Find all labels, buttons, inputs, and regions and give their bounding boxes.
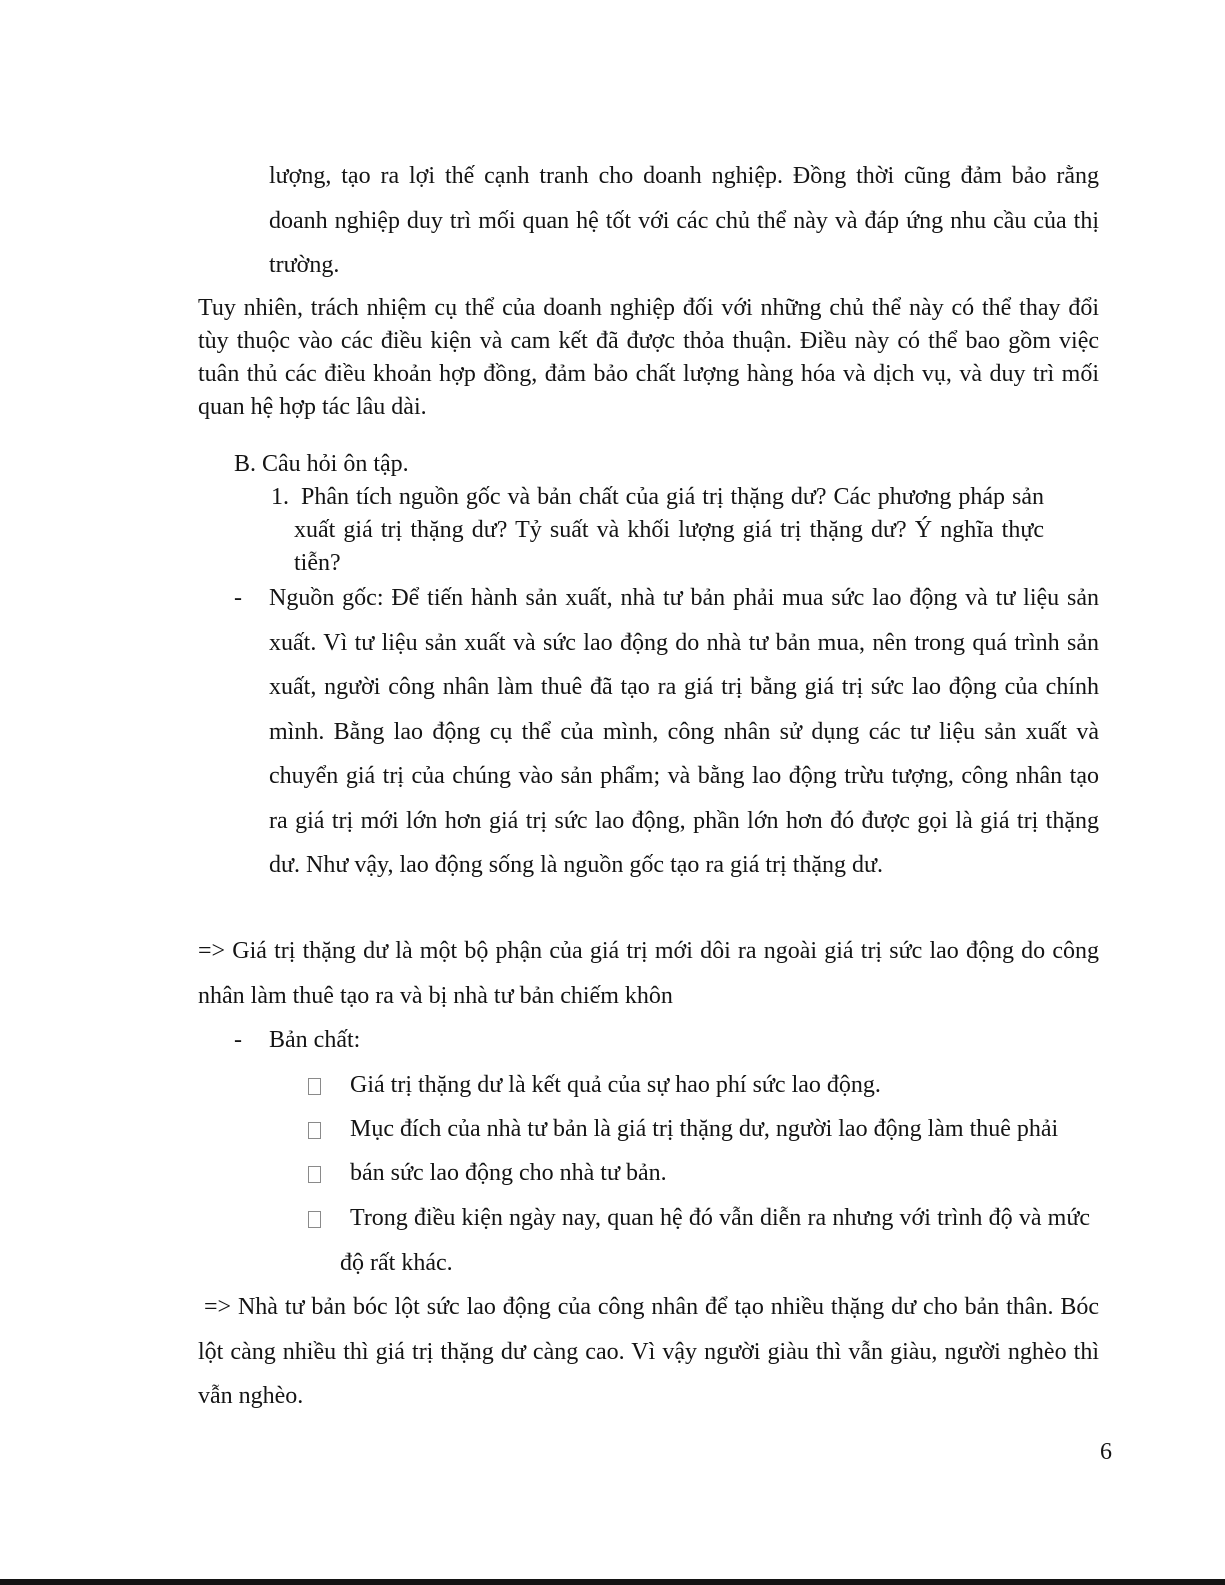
responsibility-paragraph: Tuy nhiên, trách nhiệm cụ thể của doanh nghiệp đối với những chủ thể này có thể thay đổi tùy thuộc vào các điều kiện và cam kết đã được thỏa thuận. Điều này có thể bao gồm việc tuân thủ các điều khoản hợp đồng, đảm bảo chất lượng hàng hóa và dịch vụ, và duy trì mối quan hệ hợp tác lâu dài.: [198, 295, 1099, 420]
question-text: Phân tích nguồn gốc và bản chất của giá trị thặng dư? Các phương pháp sản xuất giá trị thặng dư? Tỷ suất và khối lượng giá trị thặng dư? Ý nghĩa thực tiễn?: [294, 484, 1044, 576]
bullet-box-icon: [308, 1078, 321, 1095]
question-number: 1.: [271, 484, 289, 510]
origin-dash-marker: -: [234, 585, 242, 611]
bullet-box-icon: [308, 1211, 321, 1228]
origin-conclusion: => Giá trị thặng dư là một bộ phận của giá trị mới dôi ra ngoài giá trị sức lao động do công nhân làm thuê tạo ra và bị nhà tư bản chiếm khôn: [198, 938, 1099, 1009]
nature-label: Bản chất:: [269, 1027, 361, 1053]
bottom-rule: [0, 1579, 1225, 1585]
page-number: 6: [1100, 1439, 1112, 1465]
bullet-box-icon: [308, 1122, 321, 1139]
nature-item: Trong điều kiện ngày nay, quan hệ đó vẫn diễn ra nhưng với trình độ và mức độ rất khác.: [340, 1205, 1090, 1276]
nature-item: Mục đích của nhà tư bản là giá trị thặng dư, người lao động làm thuê phải: [350, 1116, 1059, 1142]
section-heading: B. Câu hỏi ôn tập.: [234, 451, 409, 477]
final-conclusion: => Nhà tư bản bóc lột sức lao động của công nhân để tạo nhiều thặng dư cho bản thân. Bóc lột càng nhiều thì giá trị thặng dư càng cao. Vì vậy người giàu thì vẫn giàu, người nghèo thì vẫn nghèo.: [198, 1294, 1099, 1409]
origin-paragraph: Nguồn gốc: Để tiến hành sản xuất, nhà tư bản phải mua sức lao động và tư liệu sản xuất. Vì tư liệu sản xuất và sức lao động do nhà tư bản mua, nên trong quá trình sản xuất, người công nhân làm thuê đã tạo ra giá trị bằng giá trị sức lao động của chính mình. Bằng lao động cụ thể của mình, công nhân sử dụng các tư liệu sản xuất và chuyển giá trị của chúng vào sản phẩm; và bằng lao động trừu tượng, công nhân tạo ra giá trị mới lớn hơn giá trị sức lao động, phần lớn hơn đó được gọi là giá trị thặng dư. Như vậy, lao động sống là nguồn gốc tạo ra giá trị thặng dư.: [269, 585, 1099, 878]
nature-item: bán sức lao động cho nhà tư bản.: [350, 1160, 667, 1186]
intro-continuation-paragraph: lượng, tạo ra lợi thế cạnh tranh cho doanh nghiệp. Đồng thời cũng đảm bảo rằng doanh nghiệp duy trì mối quan hệ tốt với các chủ thể này và đáp ứng nhu cầu của thị trường.: [269, 163, 1099, 278]
nature-item: Giá trị thặng dư là kết quả của sự hao phí sức lao động.: [350, 1072, 881, 1098]
nature-dash-marker: -: [234, 1027, 242, 1053]
bullet-box-icon: [308, 1166, 321, 1183]
